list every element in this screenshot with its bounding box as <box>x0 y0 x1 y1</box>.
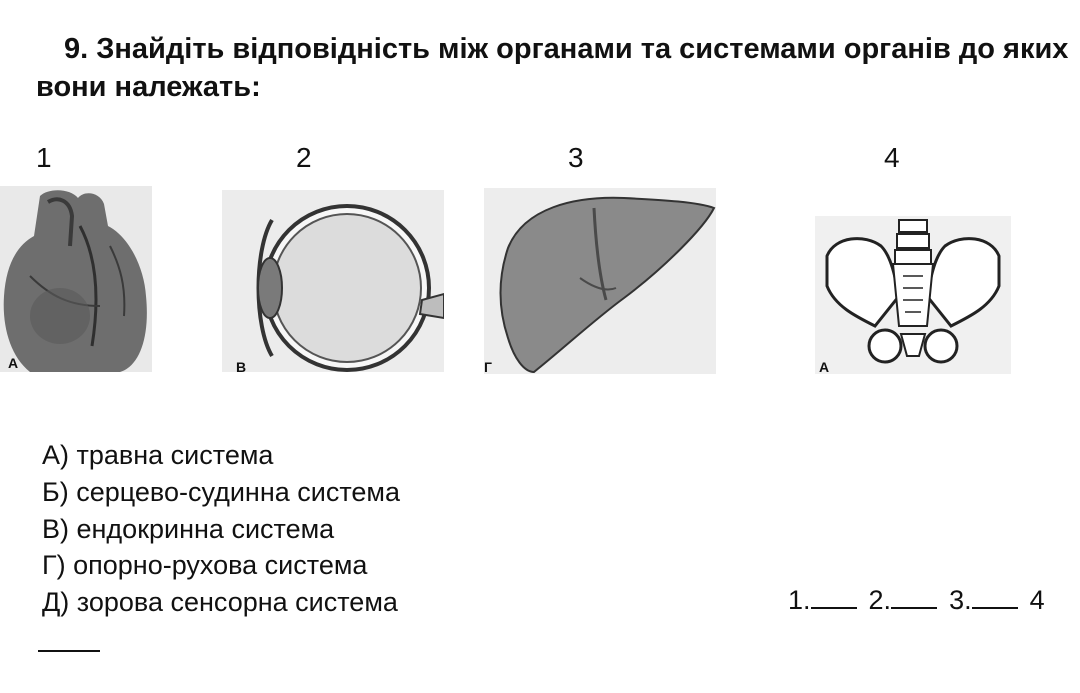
image-letter-1: А <box>8 355 19 371</box>
answer-label-4: 4 <box>1029 585 1045 615</box>
image-letter-3: Г <box>484 359 492 374</box>
answer-label-2: 2. <box>868 585 892 615</box>
answer-blanks <box>788 585 1045 616</box>
answer-label-3: 3. <box>949 585 972 615</box>
option-d: Д) зорова сенсорна система <box>42 587 398 617</box>
answer-label-1: 1. <box>788 585 811 615</box>
image-letter-4: А <box>819 359 830 374</box>
liver-icon <box>484 188 716 374</box>
image-number-3: 3 <box>568 142 584 173</box>
answer-blank-2[interactable] <box>891 587 937 609</box>
answer-blank-1[interactable] <box>811 587 857 609</box>
image-number-4: 4 <box>884 142 900 173</box>
heart-icon <box>0 186 152 372</box>
answer-blank-4[interactable] <box>38 650 100 652</box>
eye-icon <box>222 190 444 372</box>
question-text: 9. Знайдіть відповідність між органами та системами органів до яких вони належать: <box>36 33 1069 103</box>
answer-blank-3[interactable] <box>972 587 1018 609</box>
image-letter-2: В <box>236 359 247 372</box>
option-v: В) ендокринна система <box>42 514 335 544</box>
option-a: А) травна система <box>42 440 274 470</box>
option-b: Б) серцево-судинна система <box>42 477 400 507</box>
option-g: Г) опорно-рухова система <box>42 550 368 580</box>
pelvis-icon <box>815 216 1011 374</box>
image-number-1: 1 <box>36 142 52 173</box>
image-number-2: 2 <box>296 142 312 173</box>
